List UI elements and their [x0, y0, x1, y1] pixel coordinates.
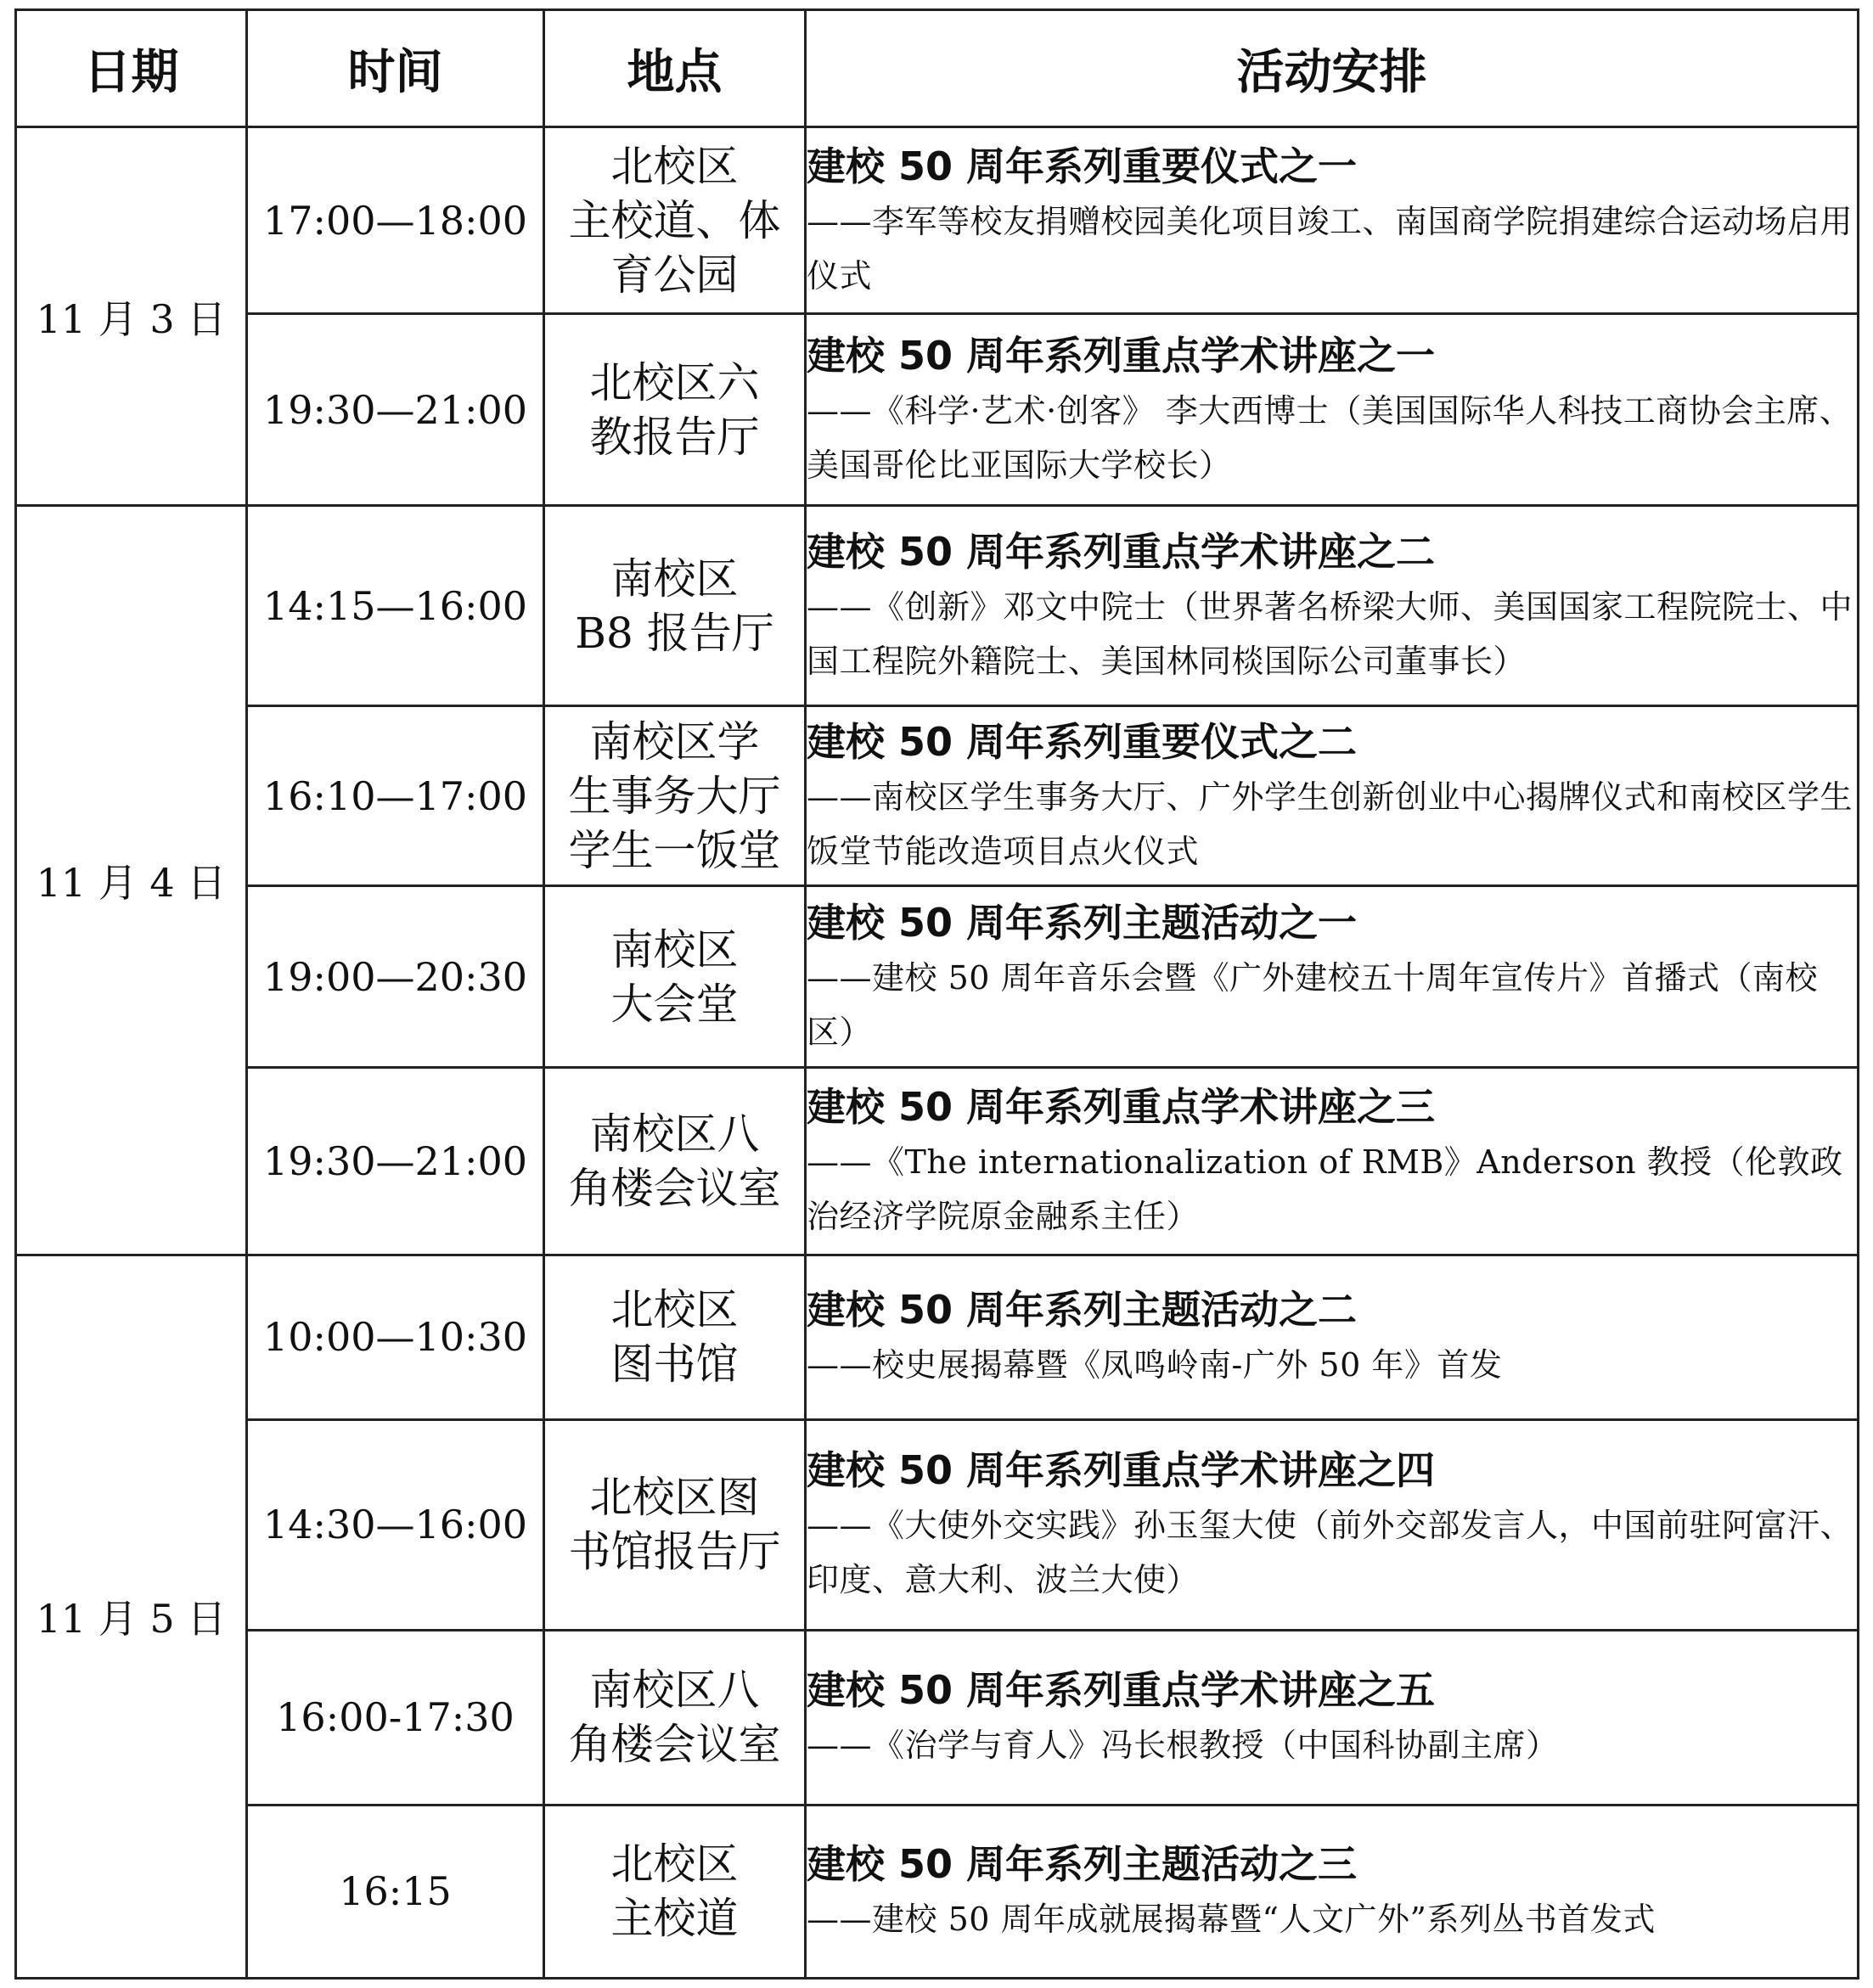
- activity-title: 建校 50 周年系列重点学术讲座之一: [807, 332, 1436, 379]
- header-activity: 活动安排: [806, 10, 1859, 127]
- table-row: [16, 1419, 1859, 1630]
- time-cell: 19:00—20:30: [247, 886, 544, 1068]
- activity-cell: [806, 1805, 1859, 1978]
- table-row: [16, 314, 1859, 506]
- date-cell: 11 月 4 日: [16, 506, 247, 1255]
- table-row: [16, 706, 1859, 886]
- activity-cell: [806, 506, 1859, 706]
- table-row: [16, 1068, 1859, 1255]
- activity-title: 建校 50 周年系列主题活动之三: [807, 1841, 1358, 1888]
- table-row: [16, 886, 1859, 1068]
- activity-title: 建校 50 周年系列重点学术讲座之五: [807, 1667, 1436, 1714]
- activity-cell: [806, 1630, 1859, 1805]
- location-cell: 北校区 主校道、体 育公园: [544, 127, 806, 314]
- location-cell: 南校区八 角楼会议室: [544, 1630, 806, 1805]
- time-cell: 17:00—18:00: [247, 127, 544, 314]
- activity-description: ——《The internationalization of RMB》Anderson 教授（伦敦政治经济学院原金融系主任）: [807, 1143, 1843, 1236]
- location-cell: 南校区 大会堂: [544, 886, 806, 1068]
- table-row: [16, 1805, 1859, 1978]
- activity-description: ——南校区学生事务大厅、广外学生创新创业中心揭牌仪式和南校区学生饭堂节能改造项目点火仪式: [807, 778, 1853, 870]
- activity-description: ——李军等校友捐赠校园美化项目竣工、南国商学院捐建综合运动场启用仪式: [807, 202, 1853, 295]
- activity-cell: [806, 1255, 1859, 1419]
- activity-description: ——校史展揭幕暨《凤鸣岭南-广外 50 年》首发: [807, 1346, 1503, 1384]
- header-row: [16, 10, 1859, 127]
- location-cell: 北校区 主校道: [544, 1805, 806, 1978]
- activity-title: 建校 50 周年系列重要仪式之二: [807, 718, 1358, 765]
- location-cell: 北校区图 书馆报告厅: [544, 1419, 806, 1630]
- time-cell: 19:30—21:00: [247, 314, 544, 506]
- date-cell: 11 月 3 日: [16, 127, 247, 506]
- activity-title: 建校 50 周年系列重点学术讲座之三: [807, 1084, 1436, 1131]
- time-cell: 14:15—16:00: [247, 506, 544, 706]
- location-cell: 南校区八 角楼会议室: [544, 1068, 806, 1255]
- schedule-body: [16, 127, 1859, 1979]
- location-cell: 北校区 图书馆: [544, 1255, 806, 1419]
- time-cell: 16:00-17:30: [247, 1630, 544, 1805]
- table-row: [16, 1255, 1859, 1419]
- activity-cell: [806, 314, 1859, 506]
- date-cell: 11 月 5 日: [16, 1255, 247, 1978]
- activity-title: 建校 50 周年系列重要仪式之一: [807, 143, 1358, 189]
- time-cell: 16:15: [247, 1805, 544, 1978]
- header-time: 时间: [247, 10, 544, 127]
- activity-title: 建校 50 周年系列主题活动之二: [807, 1287, 1358, 1334]
- header-date: 日期: [16, 10, 247, 127]
- activity-cell: [806, 886, 1859, 1068]
- time-cell: 16:10—17:00: [247, 706, 544, 886]
- activity-cell: [806, 706, 1859, 886]
- activity-description: ——《科学·艺术·创客》 李大西博士（美国国际华人科技工商协会主席、美国哥伦比亚国际大学校长）: [807, 391, 1853, 484]
- activity-schedule-table: [14, 8, 1859, 1980]
- activity-cell: [806, 1419, 1859, 1630]
- activity-title: 建校 50 周年系列重点学术讲座之二: [807, 528, 1436, 575]
- activity-description: ——《治学与育人》冯长根教授（中国科协副主席）: [807, 1727, 1559, 1765]
- activity-description: ——建校 50 周年成就展揭幕暨“人文广外”系列丛书首发式: [807, 1901, 1656, 1939]
- location-cell: 北校区六 教报告厅: [544, 314, 806, 506]
- activity-cell: [806, 127, 1859, 314]
- header-location: 地点: [544, 10, 806, 127]
- activity-description: ——《大使外交实践》孙玉玺大使（前外交部发言人，中国前驻阿富汗、印度、意大利、波兰大使）: [807, 1507, 1853, 1599]
- activity-title: 建校 50 周年系列重点学术讲座之四: [807, 1447, 1436, 1494]
- activity-cell: [806, 1068, 1859, 1255]
- table-row: [16, 127, 1859, 314]
- time-cell: 19:30—21:00: [247, 1068, 544, 1255]
- activity-description: ——建校 50 周年音乐会暨《广外建校五十周年宣传片》首播式（南校区）: [807, 958, 1819, 1051]
- location-cell: 南校区学 生事务大厅 学生一饭堂: [544, 706, 806, 886]
- table-row: [16, 1630, 1859, 1805]
- activity-title: 建校 50 周年系列主题活动之一: [807, 899, 1358, 946]
- time-cell: 14:30—16:00: [247, 1419, 544, 1630]
- table-row: [16, 506, 1859, 706]
- location-cell: 南校区 B8 报告厅: [544, 506, 806, 706]
- activity-description: ——《创新》邓文中院士（世界著名桥梁大师、美国国家工程院院士、中国工程院外籍院士、美国林同棪国际公司董事长）: [807, 587, 1853, 680]
- time-cell: 10:00—10:30: [247, 1255, 544, 1419]
